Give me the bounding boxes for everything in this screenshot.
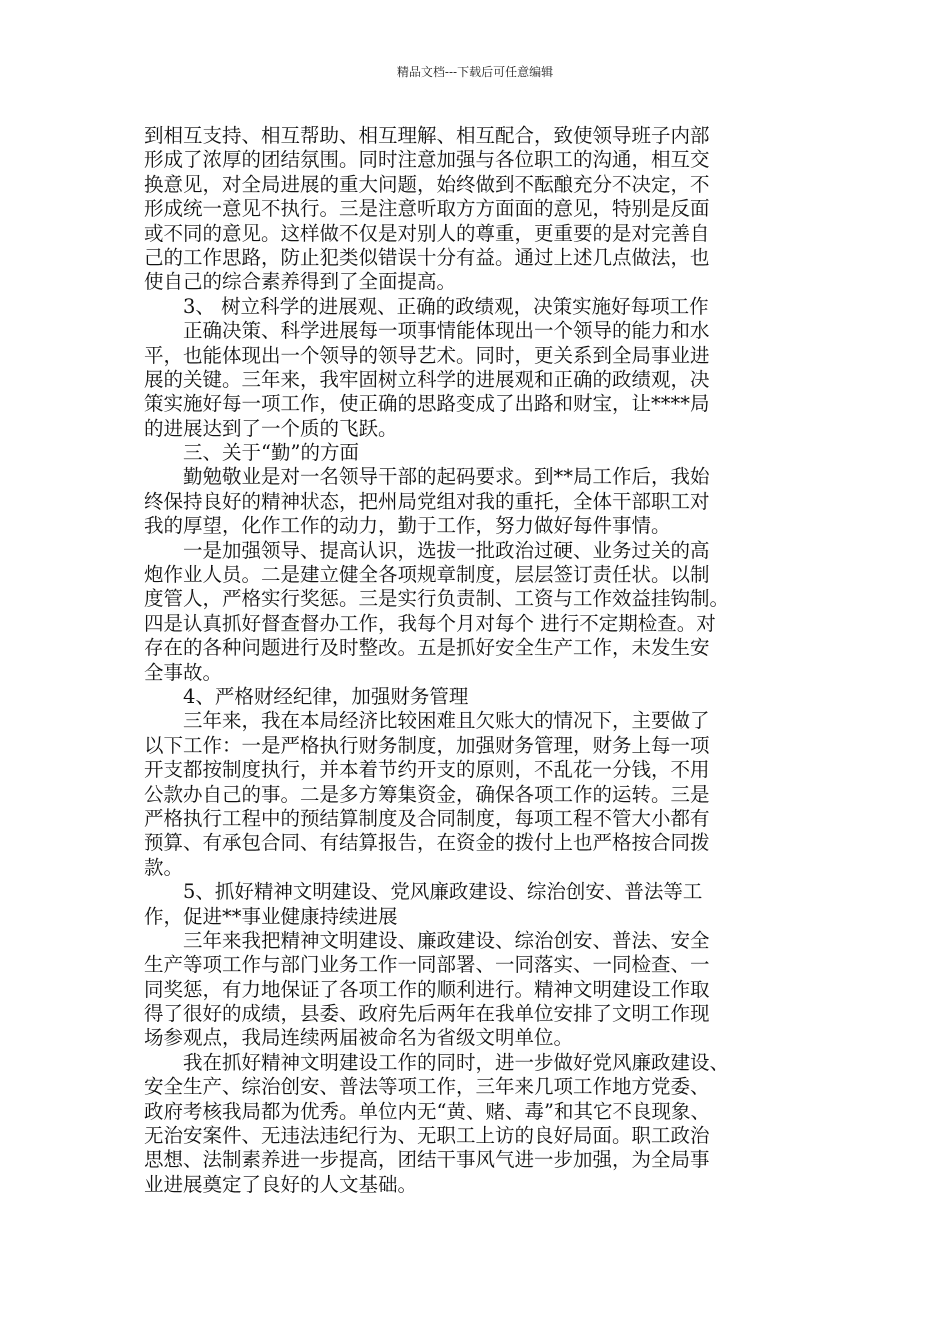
text-line: 公款办自己的事。二是多方筹集资金，确保各项工作的运转。三是 <box>144 782 710 806</box>
text-line: 我的厚望，化作工作的动力，勤于工作，努力做好每件事情。 <box>144 514 671 538</box>
page-header: 精品文档---下载后可任意编辑 <box>396 65 554 79</box>
text-line: 预算、有承包合同、有结算报告，在资金的拨付上也严格按合同拨 <box>144 831 710 855</box>
text-line: 思想、法制素养进一步提高，团结干事风气进一步加强，为全局事 <box>144 1148 710 1172</box>
text-line: 正确决策、科学进展每一项事情能体现出一个领导的能力和水 <box>144 319 710 343</box>
text-line: 一是加强领导、提高认识，选拔一批政治过硬、业务过关的高 <box>144 538 710 562</box>
text-line: 3、 树立科学的进展观、正确的政绩观，决策实施好每项工作 <box>144 294 709 318</box>
text-line: 到相互支持、相互帮助、相互理解、相互配合，致使领导班子内部 <box>144 124 710 147</box>
text-line: 作，促进**事业健康持续进展 <box>144 904 398 928</box>
text-line: 5、抓好精神文明建设、党风廉政建设、综治创安、普法等工 <box>144 880 703 904</box>
text-line: 全事故。 <box>144 660 223 684</box>
text-line: 四是认真抓好督查督办工作，我每个月对每个 进行不定期检查。对 <box>144 611 716 635</box>
text-line: 场参观点，我局连续两届被命名为省级文明单位。 <box>144 1026 574 1050</box>
text-line: 存在的各种问题进行及时整改。五是抓好安全生产工作，未发生安 <box>144 636 710 660</box>
text-line: 勤勉敬业是对一名领导干部的起码要求。到**局工作后，我始 <box>144 465 710 489</box>
text-line: 开支都按制度执行，并本着节约开支的原则，不乱花一分钱，不用 <box>144 758 710 782</box>
text-line: 业进展奠定了良好的人文基础。 <box>144 1172 418 1196</box>
text-line: 三、关于“勤”的方面 <box>144 441 359 465</box>
text-line: 形成了浓厚的团结氛围。同时注意加强与各位职工的沟通，相互交 <box>144 148 710 172</box>
text-line: 同奖惩，有力地保证了各项工作的顺利进行。精神文明建设工作取 <box>144 977 710 1001</box>
text-line: 三年来，我在本局经济比较困难且欠账大的情况下，主要做了 <box>144 709 710 733</box>
text-line: 换意见，对全局进展的重大问题，始终做到不酝酿充分不决定，不 <box>144 172 710 196</box>
text-line: 严格执行工程中的预结算制度及合同制度，每项工程不管大小都有 <box>144 806 710 830</box>
text-line: 形成统一意见不执行。三是注意听取方方面面的意见，特别是反面 <box>144 197 710 221</box>
text-line: 炮作业人员。二是建立健全各项规章制度，层层签订责任状。以制 <box>144 563 710 587</box>
text-line: 三年来我把精神文明建设、廉政建设、综治创安、普法、安全 <box>144 928 710 952</box>
text-line: 生产等项工作与部门业务工作一同部署、一同落实、一同检查、一 <box>144 953 710 977</box>
text-line: 以下工作：一是严格执行财务制度，加强财务管理，财务上每一项 <box>144 733 710 757</box>
text-line: 的进展达到了一个质的飞跃。 <box>144 416 398 440</box>
text-line: 我在抓好精神文明建设工作的同时，进一步做好党风廉政建设、 <box>144 1050 730 1074</box>
text-line: 己的工作思路，防止犯类似错误十分有益。通过上述几点做法，也 <box>144 245 710 269</box>
text-line: 4、严格财经纪律，加强财务管理 <box>144 684 469 708</box>
text-line: 政府考核我局都为优秀。单位内无“黄、赌、毒”和其它不良现象、 <box>144 1099 710 1123</box>
text-line: 得了很好的成绩，县委、政府先后两年在我单位安排了文明工作现 <box>144 1002 710 1026</box>
text-line: 使自己的综合素养得到了全面提高。 <box>144 270 457 294</box>
text-line: 展的关键。三年来，我牢固树立科学的进展观和正确的政绩观，决 <box>144 367 710 391</box>
text-line: 度管人，严格实行奖惩。三是实行负责制、工资与工作效益挂钩制。 <box>144 587 730 611</box>
text-line: 无治安案件、无违法违纪行为、无职工上访的良好局面。职工政治 <box>144 1124 710 1148</box>
document-body <box>144 124 812 1197</box>
text-line: 或不同的意见。这样做不仅是对别人的尊重，更重要的是对完善自 <box>144 221 710 245</box>
text-line: 策实施好每一项工作，使正确的思路变成了出路和财宝，让****局 <box>144 392 710 416</box>
text-line: 平，也能体现出一个领导的领导艺术。同时，更关系到全局事业进 <box>144 343 710 367</box>
text-line: 终保持良好的精神状态，把州局党组对我的重托，全体干部职工对 <box>144 489 710 513</box>
text-line: 款。 <box>144 855 184 879</box>
text-line: 安全生产、综治创安、普法等项工作，三年来几项工作地方党委、 <box>144 1075 710 1099</box>
